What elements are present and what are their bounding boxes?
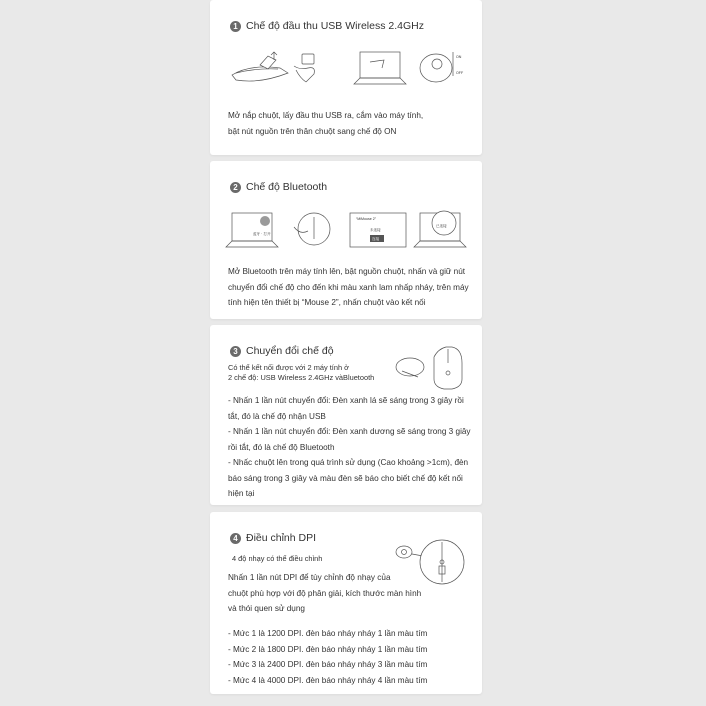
section-4-line: và thói quen sử dụng bbox=[228, 604, 305, 613]
section-2-body bbox=[228, 264, 469, 311]
step-number-badge: 2 bbox=[230, 182, 241, 193]
laptop-connected-icon bbox=[414, 211, 466, 247]
list-item: - Nhấn 1 lần nút chuyển đổi: Đèn xanh lá sẽ sáng trong 3 giây rồi tắt, đó là chế độ nhận USB bbox=[228, 396, 464, 421]
on-label: ON bbox=[456, 55, 462, 59]
section-4-body bbox=[228, 570, 421, 617]
connect-label: 连接 bbox=[372, 237, 380, 241]
mode-switch-illustration bbox=[388, 341, 478, 391]
section-4-list bbox=[228, 626, 473, 688]
svg-text:未连接: 未连接 bbox=[370, 228, 381, 232]
power-switch-icon bbox=[420, 52, 464, 82]
section-2-title: Chế độ Bluetooth bbox=[246, 181, 328, 193]
step-number-badge: 3 bbox=[230, 346, 241, 357]
section-1-header bbox=[230, 20, 424, 32]
section-4-header bbox=[230, 532, 316, 544]
bluetooth-pairing-illustration bbox=[210, 209, 482, 259]
step-number-badge: 1 bbox=[230, 21, 241, 32]
section-switch-mode bbox=[210, 325, 482, 505]
mouse-switch-icon bbox=[396, 347, 462, 389]
section-2-line: chuyển đổi chế độ cho đến khi màu xanh lam nhấp nháy, trên máy bbox=[228, 282, 469, 292]
section-usb-mode bbox=[210, 0, 482, 155]
section-2-line: Mở Bluetooth trên máy tính lên, bật nguồn chuột, nhấn và giữ nút bbox=[228, 267, 466, 276]
section-1-line: Mở nắp chuột, lấy đầu thu USB ra, cắm vào máy tính, bbox=[228, 111, 424, 120]
mouse-open-lid-icon bbox=[232, 52, 288, 81]
section-4-title: Điều chỉnh DPI bbox=[246, 532, 317, 544]
section-3-list bbox=[228, 393, 473, 502]
mouse-bluetooth-icon bbox=[294, 213, 330, 245]
list-item: - Nhấn 1 lần nút chuyển đổi: Đèn xanh dương sẽ sáng trong 3 giây rồi tắt, đó là chế độ Bluetooth bbox=[228, 427, 471, 452]
list-item: - Nhấc chuột lên trong quá trình sử dụng (Cao khoảng >1cm), đèn báo sáng trong 3 giây và màu đèn sẽ báo cho biết chế độ kết nối hiện tại bbox=[228, 458, 469, 498]
list-item: - Mức 4 là 4000 DPI. đèn báo nháy nháy 4 lần màu tím bbox=[228, 675, 428, 685]
list-item: - Mức 2 là 1800 DPI. đèn báo nháy nháy 1 lần màu tím bbox=[228, 644, 428, 654]
section-dpi-adjust bbox=[210, 512, 482, 694]
section-3-subtitle-line: Có thể kết nối được với 2 máy tính ở bbox=[228, 363, 349, 372]
section-4-line: chuột phù hợp với độ phân giải, kích thước màn hình bbox=[228, 588, 422, 598]
section-1-body bbox=[228, 108, 423, 139]
section-4-subtitle: 4 độ nhạy có thể điều chỉnh bbox=[232, 554, 323, 563]
list-item: - Mức 1 là 1200 DPI. đèn báo nháy nháy 1 lần màu tím bbox=[228, 629, 428, 638]
section-bluetooth-mode bbox=[210, 161, 482, 319]
section-1-line: bật nút nguồn trên thân chuột sang chế độ ON bbox=[228, 126, 397, 136]
section-1-title: Chế độ đầu thu USB Wireless 2.4GHz bbox=[246, 20, 424, 32]
laptop-receiver-icon bbox=[354, 52, 406, 84]
list-item: - Mức 3 là 2400 DPI. đèn báo nháy nháy 3 lần màu tím bbox=[228, 660, 428, 669]
device-name-label: “MiMouse 2” bbox=[356, 217, 376, 221]
section-3-title: Chuyển đổi chế độ bbox=[246, 345, 334, 357]
section-2-line: tính hiện tên thiết bị “Mouse 2”, nhấn chuột vào kết nối bbox=[228, 298, 426, 307]
section-3-subtitle-line: 2 chế độ: USB Wireless 2.4GHz vàBluetooth bbox=[228, 373, 375, 382]
section-2-header bbox=[230, 181, 327, 193]
off-label: OFF bbox=[456, 71, 464, 75]
laptop-bluetooth-icon bbox=[226, 213, 278, 247]
svg-text:已连接: 已连接 bbox=[436, 224, 447, 228]
section-4-line: Nhấn 1 lần nút DPI để tùy chỉnh độ nhạy của bbox=[228, 573, 391, 582]
usb-receiver-illustration bbox=[210, 40, 482, 100]
section-3-header bbox=[230, 345, 334, 357]
section-3-subtitle bbox=[228, 363, 374, 383]
step-number-badge: 4 bbox=[230, 533, 241, 544]
svg-text:蓝牙 · 打开: 蓝牙 · 打开 bbox=[253, 232, 271, 236]
usb-receiver-hand-icon bbox=[294, 54, 314, 82]
device-dialog-icon bbox=[350, 213, 406, 247]
